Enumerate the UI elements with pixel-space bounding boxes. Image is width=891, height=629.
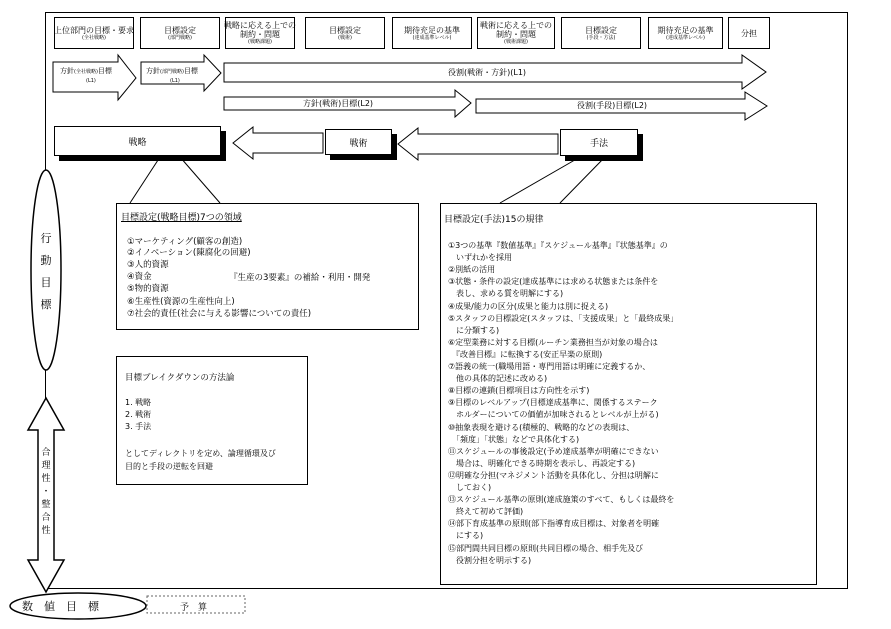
rule-line: ホルダーについての価値が加味されるとレベルが上がる) bbox=[448, 410, 659, 420]
arrow-method-to-tactics bbox=[398, 128, 558, 160]
list-item: ③人的資源 bbox=[127, 260, 169, 270]
arrow-label-tail: 目標 bbox=[97, 67, 112, 75]
rule-line: ⑥定型業務に対する目標(ルーチン業務担当が対象の場合は bbox=[448, 337, 658, 347]
header-box-label: 期待充足の基準 bbox=[404, 25, 460, 35]
rule-line: 他の具体的記述に改める) bbox=[448, 374, 548, 384]
arrow-tactics-to-strategy bbox=[233, 127, 323, 159]
header-box-label: 戦術に応える上での bbox=[480, 21, 552, 30]
header-box-label: 目標設定 bbox=[164, 25, 196, 35]
panel-breakdown bbox=[116, 356, 308, 485]
rule-line: ⑬スケジュール基準の原則(達成施策のすべて、もしくは最終を bbox=[448, 495, 675, 505]
rule-line: ②別紙の活用 bbox=[448, 265, 496, 275]
rule-line: ⑪スケジュールの事後設定(予め達成基準が明確にできない bbox=[448, 446, 659, 456]
budget-text: 予 算 bbox=[180, 603, 208, 613]
arrow-char: 合 bbox=[41, 448, 51, 458]
arrow-label-5: 役割(手段)目標(L2) bbox=[577, 101, 648, 110]
rule-line: 『改善目標』に転換する(安正早楽の原則) bbox=[448, 349, 603, 359]
panel-title: 目標設定(手法)15の規律 bbox=[444, 215, 544, 225]
rule-line: いずれかを採用 bbox=[448, 253, 512, 263]
arrow-char: 理 bbox=[41, 461, 51, 471]
rule-line: ⑤スタッフの目標設定(スタッフは、「支援成果」と「最終成果」 bbox=[448, 313, 679, 323]
oval-char: 動 bbox=[40, 254, 52, 267]
arrow-label-3: 役割(戦術・方針)(L1) bbox=[448, 68, 527, 77]
header-box-label: 期待充足の基準 bbox=[657, 25, 714, 35]
rule-line: ③状態・条件の設定(達成基準には求める状態または条件を bbox=[448, 277, 659, 287]
header-box-label2: 制約・問題 bbox=[240, 30, 280, 39]
arrow-char: 整 bbox=[41, 500, 51, 510]
arrow-char: 性 bbox=[41, 474, 51, 484]
rule-line: ⑧目標の連鎖(目標項目は方向性を示す) bbox=[448, 386, 590, 396]
rule-line: ⑮部門間共同目標の原則(共同目標の場合、相手先及び bbox=[448, 543, 644, 553]
arrow-label-4: 方針(戦術)目標(L2) bbox=[303, 99, 374, 108]
panel-title: 目標ブレイクダウンの方法論 bbox=[125, 373, 235, 383]
arrow-label-sub: (部門戦略) bbox=[160, 69, 184, 75]
level-box-method bbox=[560, 129, 638, 156]
arrow-label-num: (L1) bbox=[86, 78, 96, 84]
header-box-sub: (部門戦略) bbox=[168, 34, 192, 41]
panel-method-rules bbox=[440, 203, 817, 585]
arrow-label-1 bbox=[60, 67, 112, 85]
arrow-label-main: 方針 bbox=[146, 67, 160, 75]
header-box-sub: (達成基準レベル) bbox=[412, 34, 452, 41]
rule-line: 表し、求める質を明解にする) bbox=[448, 289, 564, 299]
header-box-label: 目標設定 bbox=[585, 25, 617, 35]
list-item: ⑦社会的責任(社会に与える影響についての責任) bbox=[127, 309, 312, 319]
callout-tail-right bbox=[500, 157, 605, 203]
header-box-sub: (達成基準レベル) bbox=[666, 34, 705, 41]
list-item: ②イノベーション(陳腐化の回避) bbox=[127, 248, 251, 258]
header-box-sub: (全社戦略) bbox=[82, 34, 106, 41]
rule-line: ⑭部下育成基準の原則(部下指導育成目標は、対象者を明確 bbox=[448, 519, 660, 529]
header-box-sub: (手段・方法) bbox=[586, 34, 616, 41]
panel-strategic-goals bbox=[116, 203, 419, 330]
note-line: 目的と手段の逆転を回避 bbox=[125, 462, 213, 471]
list-item: ①マーケティング(顧客の創造) bbox=[127, 237, 243, 247]
header-box-label: 目標設定 bbox=[329, 25, 361, 35]
arrow-char: 性 bbox=[41, 526, 51, 536]
rule-line: ①3つの基準『数値基準』『スケジュール基準』『状態基準』の bbox=[448, 241, 668, 250]
header-box-sub: (戦術課題) bbox=[504, 39, 528, 45]
bracket-note: 『生産の3要素』の補給・利用・開発 bbox=[229, 273, 371, 283]
rule-line: 終えて初めて評価) bbox=[448, 507, 524, 517]
double-arrow-text bbox=[39, 447, 53, 538]
arrow-label-2 bbox=[146, 67, 198, 85]
list-item: 3. 手法 bbox=[125, 422, 152, 431]
level-box-label: 戦術 bbox=[349, 138, 368, 149]
rule-line: にする) bbox=[448, 531, 484, 541]
arrow-char: 合 bbox=[41, 513, 51, 523]
level-box-tactics bbox=[325, 129, 392, 155]
note-line: としてディレクトリを定め、論理循環及び bbox=[125, 449, 276, 458]
oval-action-goal-text bbox=[38, 228, 54, 316]
rule-line: 「頻度」「状態」などで具体化する) bbox=[448, 434, 580, 444]
rule-line: ⑨目標のレベルアップ(目標達成基準に、関係するステーク bbox=[448, 398, 658, 408]
header-box-label: 上位部門の目標・要求 bbox=[54, 25, 134, 35]
rule-line: 場合は、明確化できる時期を表示し、再設定する) bbox=[448, 458, 636, 468]
arrow-char: ・ bbox=[41, 487, 51, 497]
rule-line: に分類する) bbox=[448, 325, 500, 335]
rule-line: ⑦語義の統一(職場用語・専門用語は明確に定義するか、 bbox=[448, 362, 651, 371]
oval-char: 標 bbox=[40, 298, 52, 311]
arrow-label-sub: (全社戦略) bbox=[74, 69, 98, 75]
header-box-label: 戦略に応える上での bbox=[224, 21, 296, 30]
arrow-label-tail: 目標 bbox=[183, 67, 198, 75]
header-box-sub: (戦術) bbox=[338, 34, 352, 41]
oval-char: 行 bbox=[40, 232, 52, 245]
list-item: 1. 戦略 bbox=[125, 398, 152, 407]
rule-line: ⑩抽象表現を避ける(積極的、戦略的などの表現は、 bbox=[448, 422, 635, 432]
level-box-label: 戦略 bbox=[128, 137, 147, 148]
header-box-label2: 制約・問題 bbox=[496, 30, 536, 39]
list-item: ④資金 bbox=[127, 272, 152, 282]
oval-numeric-goal-text: 数 値 目 標 bbox=[22, 600, 99, 613]
list-item: ⑥生産性(資源の生産性向上) bbox=[127, 297, 235, 307]
level-box-label: 手法 bbox=[589, 139, 608, 149]
level-box-strategy bbox=[54, 126, 221, 156]
list-item: ⑤物的資源 bbox=[127, 284, 169, 294]
arrow-label-main: 方針 bbox=[60, 67, 74, 75]
arrow-label-num: (L1) bbox=[170, 78, 180, 84]
rule-line: ⑫明確な分担(マネジメント活動を具体化し、分担は明解に bbox=[448, 470, 659, 480]
panel-title: 目標設定(戦略目標)7つの領域 bbox=[121, 213, 242, 223]
oval-char: 目 bbox=[40, 276, 52, 289]
rule-line: ④成果/能力の区分(成果と能力は別に捉える) bbox=[448, 301, 609, 311]
rule-line: 役割分担を明示する) bbox=[448, 555, 532, 565]
header-box-sub: (戦略課題) bbox=[248, 39, 272, 45]
header-box-label: 分担 bbox=[741, 28, 757, 38]
list-item: 2. 戦術 bbox=[125, 410, 152, 419]
rule-line: しておく) bbox=[448, 483, 492, 492]
callout-tail-left bbox=[130, 157, 220, 203]
